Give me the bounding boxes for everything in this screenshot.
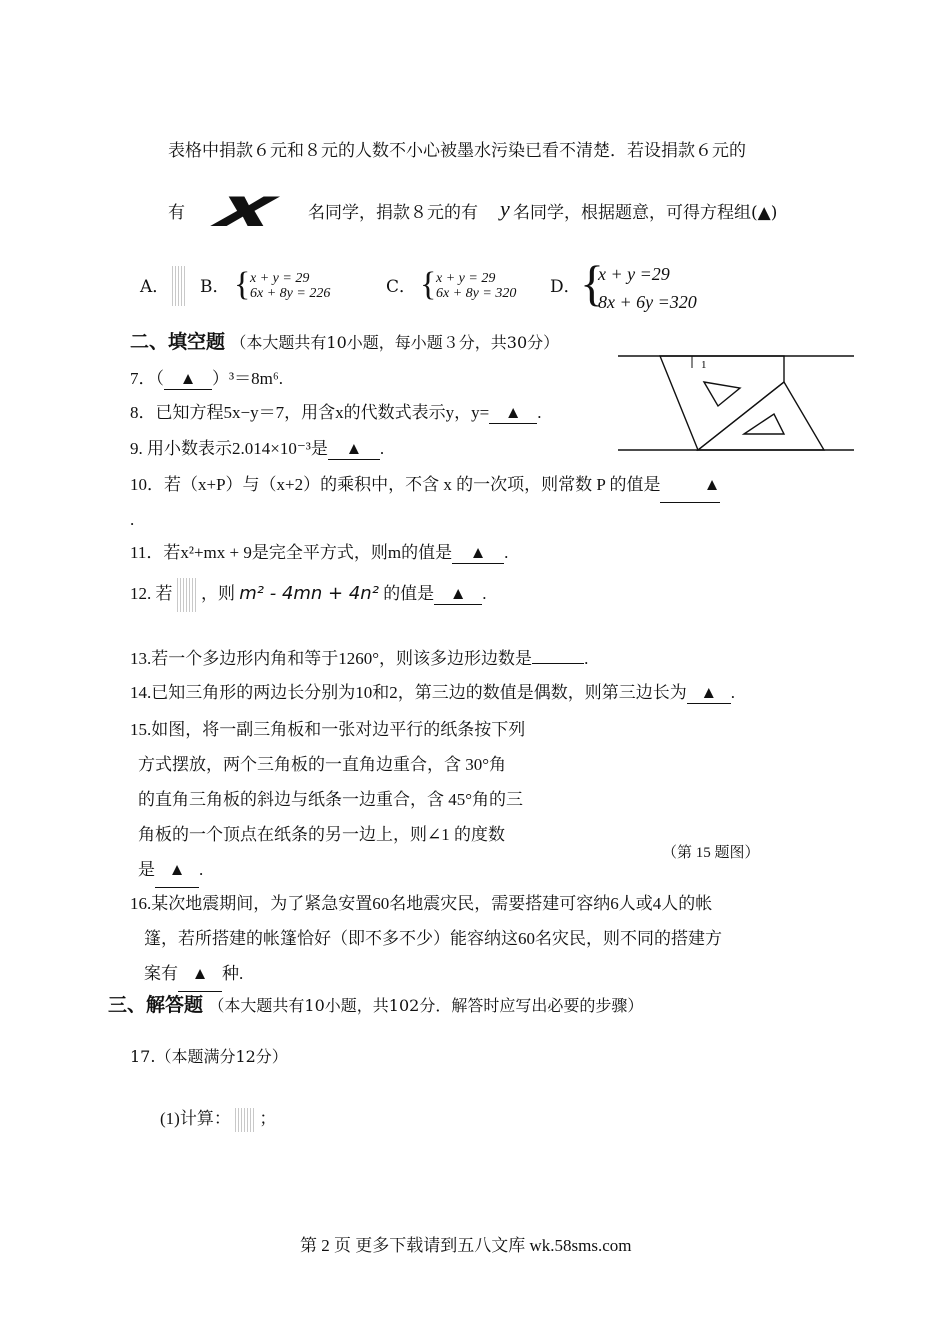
section2-note: （本大题共有10小题，每小题３分，共30分） (230, 333, 560, 352)
q15-line1: 15.如图，将一副三角板和一张对边平行的纸条按下列 (130, 720, 526, 739)
question-17-title: 17.（本题满分12分） (130, 1047, 288, 1066)
angle-1-label: 1 (701, 359, 707, 371)
q10-answer-blank[interactable]: ▲ (660, 468, 720, 503)
option-d-label: D． (550, 277, 581, 297)
q17-part1-pre: (1)计算： (160, 1109, 231, 1128)
option-a-formula-image (172, 266, 186, 306)
question-15 (130, 712, 525, 888)
question-9 (130, 434, 384, 460)
option-c-system (436, 271, 516, 301)
q11-answer-blank[interactable]: ▲ (452, 543, 504, 564)
option-a-label: A． (140, 277, 170, 297)
option-c-label: C． (386, 277, 417, 297)
q16-line2: 篷，若所搭建的帐篷恰好（即不多不少）能容纳这60名灾民，则不同的搭建方 (144, 929, 722, 948)
q15-line2: 方式摆放，两个三角板的一直角边重合，含 30°角 (138, 755, 507, 774)
section3-heading (108, 990, 643, 1017)
q16-line3-pre: 案有 (144, 964, 178, 983)
option-b-system (250, 271, 330, 301)
q7-text-pre: 7．（ (130, 369, 164, 388)
question-16 (130, 886, 722, 992)
triangle-figure (618, 348, 854, 456)
q6-variable-y: y (500, 196, 510, 221)
question-14 (130, 678, 735, 704)
q15-line5-pre: 是 (138, 860, 155, 879)
q15-answer-blank[interactable]: ▲ (155, 852, 199, 888)
question-11 (130, 538, 508, 564)
section2-title: 二、填空题 (130, 331, 226, 353)
q6-line2-post: 名同学，根据题意，可得方程组(▲) (513, 203, 778, 223)
question-7 (130, 364, 283, 390)
figure-caption: （第 15 题图） (662, 845, 760, 861)
q7-text-post: ）³＝8m⁶. (212, 369, 283, 388)
q16-answer-blank[interactable]: ▲ (178, 956, 222, 992)
triangle-45-outer (698, 382, 824, 450)
question-10 (130, 468, 830, 537)
option-c-brace: { (420, 266, 437, 303)
q7-answer-blank[interactable]: ▲ (164, 369, 212, 390)
question-8 (130, 398, 541, 424)
q15-line5-post: . (199, 860, 204, 879)
q17-part1-post: ； (259, 1109, 277, 1128)
q14-answer-blank[interactable]: ▲ (687, 683, 731, 704)
q16-line3 (130, 956, 722, 992)
q9-text-post: . (379, 439, 385, 458)
q13-answer-blank[interactable] (532, 645, 584, 664)
question-13 (130, 644, 588, 669)
q9-answer-blank[interactable]: ▲ (328, 439, 380, 460)
q8-answer-blank[interactable]: ▲ (489, 403, 537, 424)
q6-line2 (168, 176, 818, 240)
q12-text-mid: ，则 (201, 583, 235, 603)
q11-text-pre: 11．若x²+mx + 9是完全平方式，则m的值是 (130, 543, 453, 562)
q10-text-post: . (130, 510, 135, 529)
q12-text-pre: 12. 若 (130, 583, 173, 603)
option-c-eq1: x + y = 29 (436, 271, 496, 286)
page-footer: 第 2 页 更多下载请到五八文库 wk.58sms.com (300, 1236, 632, 1255)
question-17-part1 (160, 1104, 276, 1132)
option-d-eq2: 8x + 6y =320 (598, 292, 697, 312)
q12-condition-formula-image (177, 578, 197, 612)
q6-variable-x: x (210, 176, 287, 239)
q14-text-post: . (730, 683, 735, 702)
section3-note: （本大题共有10小题，共102分．解答时应写出必要的步骤） (208, 996, 644, 1015)
option-b-eq1: x + y = 29 (250, 271, 310, 286)
q6-options (140, 255, 740, 314)
q11-text-post: . (504, 543, 509, 562)
q10-text-pre: 10．若（x+P）与（x+2）的乘积中，不含 x 的一次项，则常数 P 的值是 (130, 475, 661, 494)
question-12 (130, 578, 486, 618)
q12-expression: m² - 4mn + 4n² (239, 582, 379, 604)
section3-title: 三、解答题 (108, 994, 204, 1016)
option-d-system (598, 260, 697, 316)
q6-line2-pre: 有 (168, 203, 185, 223)
triangle-45-inner (744, 414, 784, 434)
q8-text-pre: 8．已知方程5x−y＝7，用含x的代数式表示y，y= (130, 403, 490, 422)
q15-line3: 的直角三角板的斜边与纸条一边重合，含 45°角的三 (138, 790, 524, 809)
q12-text-post-pre: 的值是 (383, 583, 435, 603)
option-c-eq2: 6x + 8y = 320 (436, 286, 517, 301)
option-b-brace: { (234, 266, 251, 303)
triangle-30-inner (704, 382, 740, 406)
option-b-label: B． (200, 277, 230, 297)
q6-line1: 表格中捐款６元和８元的人数不小心被墨水污染已看不清楚．若设捐款６元的 (168, 141, 746, 161)
q12-answer-blank[interactable]: ▲ (434, 584, 482, 605)
q16-line3-post: 种. (222, 964, 244, 983)
option-b-eq2: 6x + 8y = 226 (250, 286, 331, 301)
option-d-eq1: x + y =29 (598, 264, 670, 284)
q8-text-post: . (537, 403, 542, 422)
q13-text-pre: 13.若一个多边形内角和等于1260°，则该多边形边数是 (130, 649, 533, 668)
section2-heading (130, 327, 559, 354)
q16-line1: 16.某次地震期间，为了紧急安置60名地震灾民，需要搭建可容纳6人或4人的帐 (130, 894, 713, 913)
q14-text-pre: 14.已知三角形的两边长分别为10和2，第三边的数值是偶数，则第三边长为 (130, 683, 687, 702)
option-d-brace: { (580, 255, 604, 311)
q17-expression-image (235, 1108, 255, 1132)
q12-text-post: . (482, 583, 487, 603)
q15-line4: 角板的一个顶点在纸条的另一边上，则∠1 的度数 (138, 825, 505, 844)
q9-text-pre: 9. 用小数表示2.014×10⁻³是 (130, 439, 328, 458)
q13-text-post: . (584, 649, 589, 668)
q6-line2-mid: 名同学，捐款８元的有 (308, 203, 478, 223)
q15-line5 (130, 852, 525, 888)
